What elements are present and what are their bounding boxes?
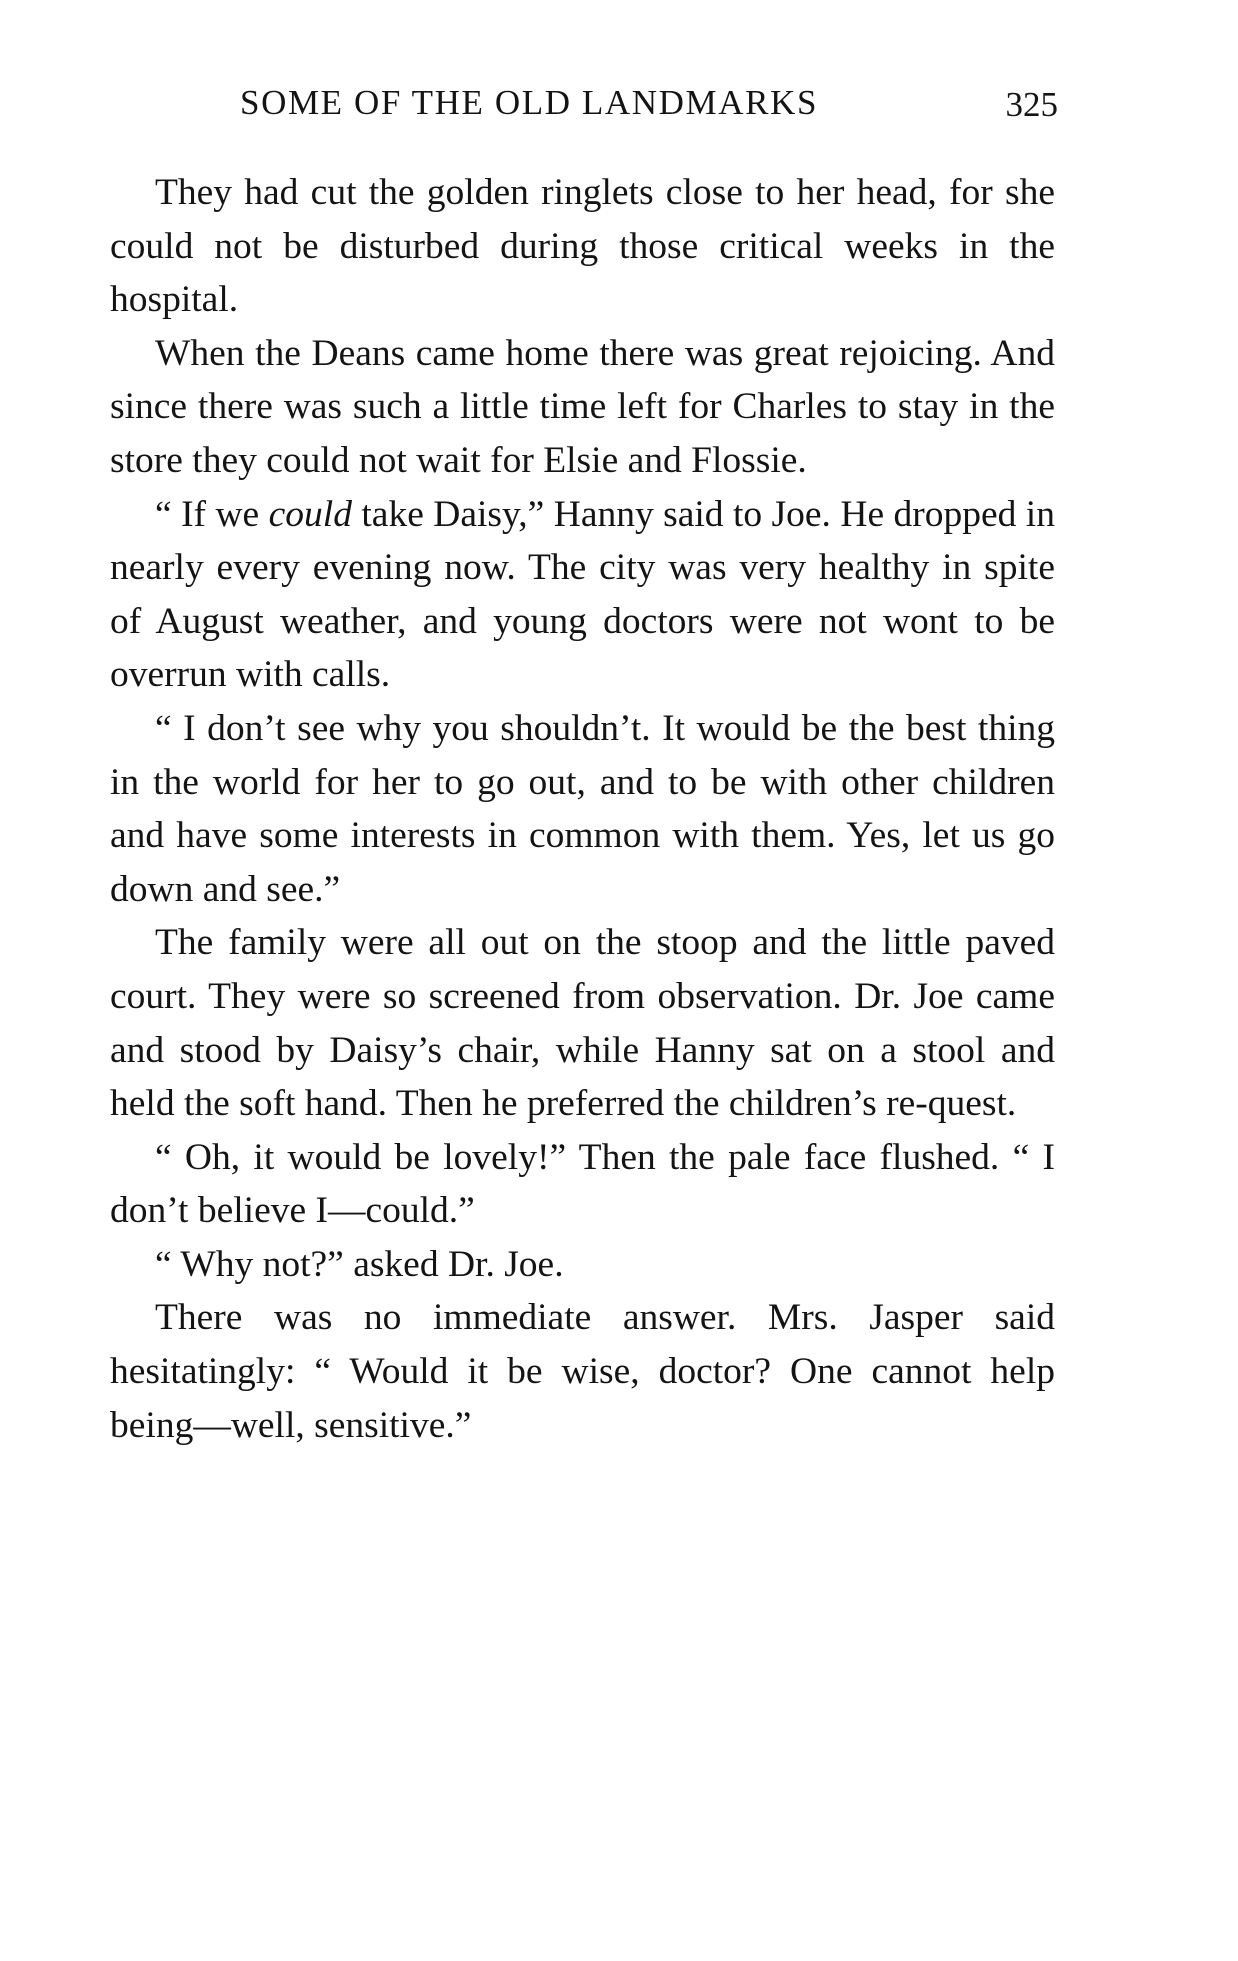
paragraph-8: There was no immediate answer. Mrs. Jasper said hesitatingly: “ Would it be wise, doctor? One cannot help being—well, sensitive.” — [110, 1297, 1055, 1446]
page-number: 325 — [1005, 85, 1058, 124]
paragraph-7: “ Why not?” asked Dr. Joe. — [155, 1243, 564, 1285]
body-text — [110, 166, 1055, 1452]
paragraph-3 — [110, 488, 1055, 702]
paragraph-4: “ I don’t see why you shouldn’t. It would be the best thing in the world for her to go out, and to be with other children and have some interests in common with them. Yes, let us go down and see.” — [110, 707, 1055, 910]
paragraph-3-emphasis: could — [268, 493, 352, 535]
paragraph-2: When the Deans came home there was great rejoicing. And since there was such a little time left for Charles to stay in the store they could not wait for Elsie and Flossie. — [110, 332, 1055, 481]
paragraph-5: The family were all out on the stoop and the little paved court. They were so screened from observation. Dr. Joe came and stood by Daisy’s chair, while Hanny sat on a stool and held the soft hand. Then he preferred the children’s re-quest. — [110, 922, 1055, 1125]
paragraph-3-rest: take Daisy,” Hanny said to Joe. He dropped in nearly every evening now. The city was very healthy in spite of August weather, and young doctors were not wont to be overrun with calls. — [110, 493, 1055, 696]
running-head — [240, 78, 1070, 128]
paragraph-6: “ Oh, it would be lovely!” Then the pale face flushed. “ I don’t believe I—could.” — [110, 1136, 1055, 1232]
running-title: SOME OF THE OLD LANDMARKS — [240, 83, 819, 122]
paragraph-1: They had cut the golden ringlets close to her head, for she could not be disturbed during those critical weeks in the hospital. — [110, 172, 1055, 321]
paragraph-3-lead: “ If we — [155, 493, 269, 535]
